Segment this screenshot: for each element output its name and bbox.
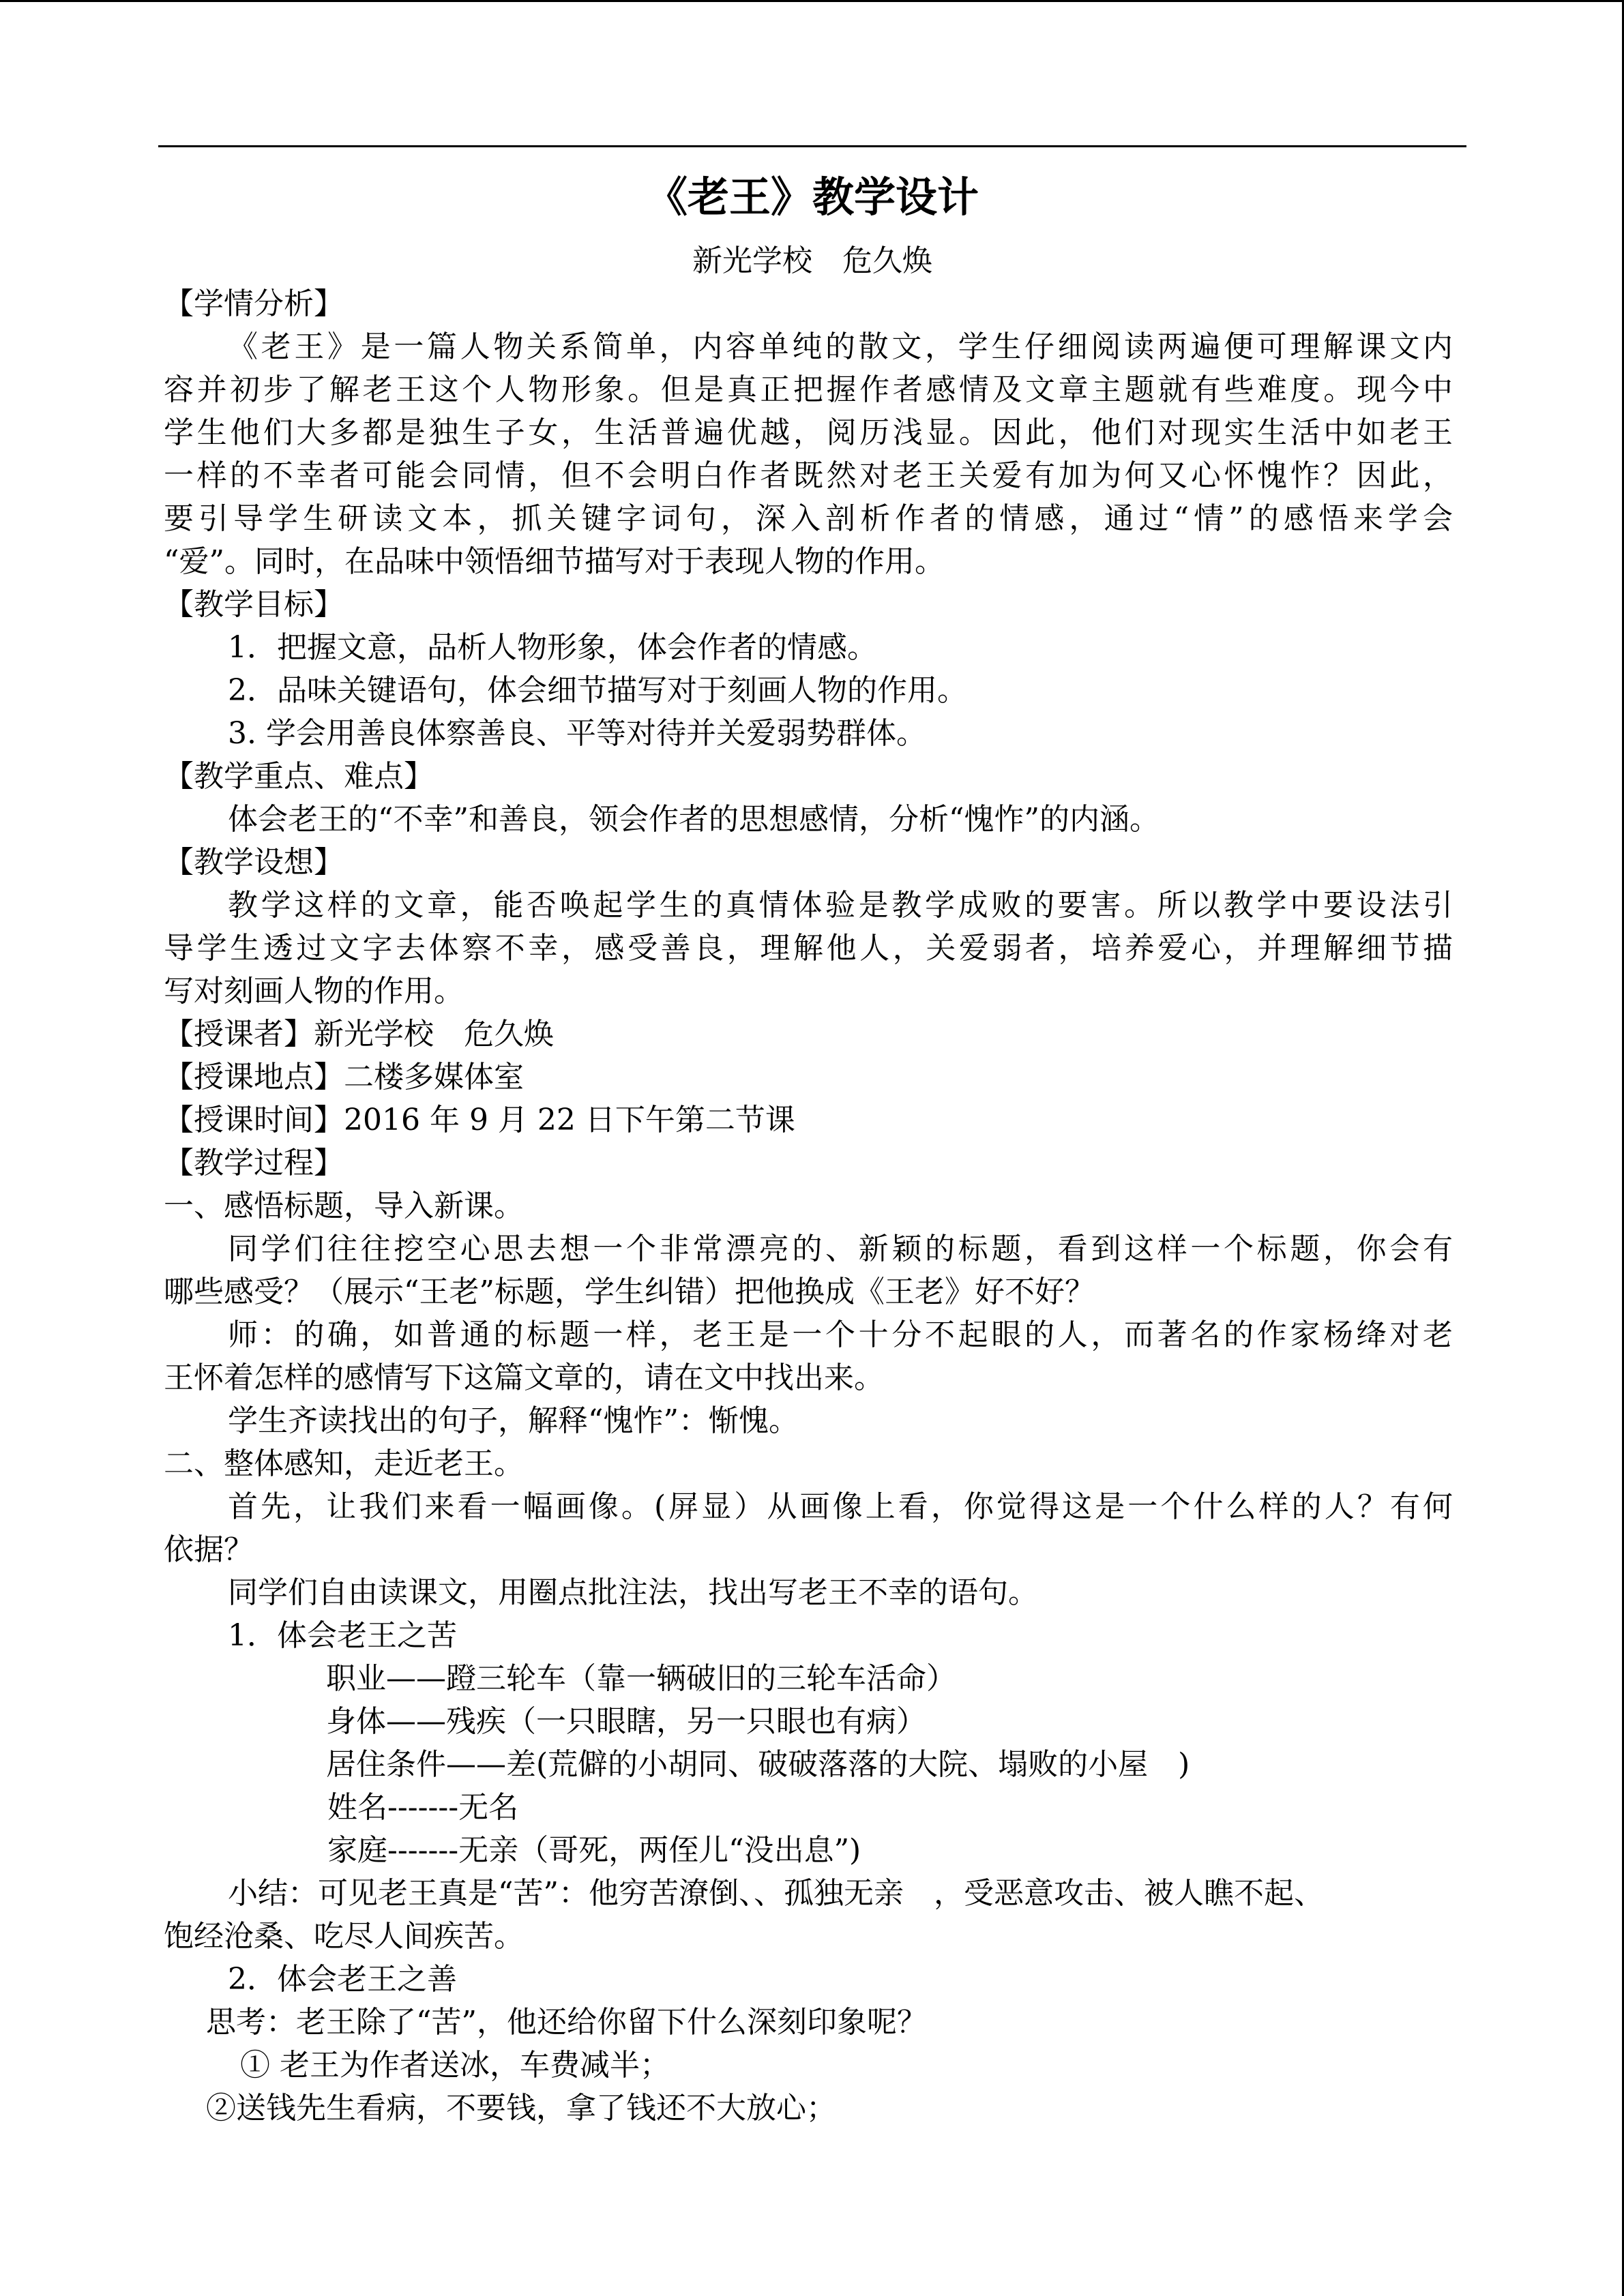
paragraph-line: 教学这样的文章，能否唤起学生的真情体验是教学成败的要害。所以教学中要设法引 — [228, 888, 1453, 923]
list-item: 3. 学会用善良体察善良、平等对待并关爱弱势群体。 — [228, 716, 926, 751]
step-heading: 二、整体感知，走近老王。 — [164, 1446, 524, 1481]
paragraph-line: 学生齐读找出的句子，解释“愧怍”：惭愧。 — [228, 1403, 799, 1438]
paragraph-line: 依据？ — [164, 1532, 254, 1567]
detail-item: 职业——蹬三轮车（靠一辆破旧的三轮车活命） — [326, 1661, 956, 1696]
paragraph-line: 哪些感受？（展示“王老”标题，学生纠错）把他换成《王老》好不好？ — [164, 1274, 1095, 1309]
paragraph-line: 体会老王的“不幸”和善良，领会作者的思想感情，分析“愧怍”的内涵。 — [228, 802, 1160, 837]
summary-line: 饱经沧桑、吃尽人间疾苦。 — [164, 1919, 524, 1954]
section-heading: 【学情分析】 — [164, 286, 344, 321]
document-title: 《老王》教学设计 — [645, 173, 979, 222]
sub-heading: 1．体会老王之苦 — [228, 1618, 457, 1653]
question-line: 思考：老王除了“苦”，他还给你留下什么深刻印象呢？ — [206, 2005, 927, 2040]
paragraph-line: 同学们自由读课文，用圈点批注法，找出写老王不幸的语句。 — [228, 1575, 1038, 1610]
detail-item: 家庭-------无亲（哥死，两侄儿“没出息”) — [327, 1833, 861, 1868]
numbered-point: ① 老王为作者送冰，车费减半； — [240, 2048, 670, 2083]
paragraph-line: 同学们往往挖空心思去想一个非常漂亮的、新颖的标题，看到这样一个标题，你会有 — [228, 1232, 1453, 1266]
paragraph-line: 容并初步了解老王这个人物形象。但是真正把握作者感情及文章主题就有些难度。现今中 — [164, 372, 1453, 407]
section-heading: 【教学设想】 — [164, 845, 344, 880]
detail-item: 姓名-------无名 — [327, 1790, 519, 1825]
info-line-time: 【授课时间】2016 年 9 月 22 日下午第二节课 — [164, 1103, 795, 1137]
paragraph-line: 要引导学生研读文本，抓关键字词句，深入剖析作者的情感，通过“情”的感悟来学会 — [164, 501, 1453, 536]
paragraph-line: 导学生透过文字去体察不幸，感受善良，理解他人，关爱弱者，培养爱心，并理解细节描 — [164, 931, 1453, 966]
page-top-border — [0, 0, 1624, 2]
list-item: 1．把握文意，品析人物形象，体会作者的情感。 — [228, 630, 877, 665]
paragraph-line: 王怀着怎样的感情写下这篇文章的，请在文中找出来。 — [164, 1360, 884, 1395]
paragraph-line: 《老王》是一篇人物关系简单，内容单纯的散文，学生仔细阅读两遍便可理解课文内 — [228, 329, 1453, 364]
paragraph-line: 学生他们大多都是独生子女，生活普遍优越，阅历浅显。因此，他们对现实生活中如老王 — [164, 415, 1453, 450]
paragraph-line: 首先，让我们来看一幅画像。(屏显）从画像上看，你觉得这是一个什么样的人？有何 — [228, 1489, 1453, 1524]
step-heading: 一、感悟标题，导入新课。 — [164, 1189, 524, 1223]
author-line: 新光学校 危久焕 — [692, 243, 932, 278]
detail-item: 居住条件——差(荒僻的小胡同、破破落落的大院、塌败的小屋 ) — [326, 1747, 1190, 1782]
section-heading: 【教学重点、难点】 — [164, 759, 434, 794]
paragraph-line: 师：的确，如普通的标题一样，老王是一个十分不起眼的人，而著名的作家杨绛对老 — [228, 1317, 1453, 1352]
document-body — [164, 282, 1453, 2130]
header-rule — [158, 145, 1466, 147]
numbered-point: ②送钱先生看病，不要钱，拿了钱还不大放心； — [206, 2091, 836, 2126]
paragraph-line: 写对刻画人物的作用。 — [164, 974, 464, 1009]
paragraph-line: “爱”。同时，在品味中领悟细节描写对于表现人物的作用。 — [164, 544, 945, 579]
section-heading: 【教学过程】 — [164, 1146, 344, 1180]
sub-heading: 2．体会老王之善 — [228, 1962, 457, 1997]
info-line-location: 【授课地点】二楼多媒体室 — [164, 1060, 524, 1094]
detail-item: 身体——残疾（一只眼瞎，另一只眼也有病） — [326, 1704, 926, 1739]
paragraph-line: 一样的不幸者可能会同情，但不会明白作者既然对老王关爱有加为何又心怀愧怍？因此， — [164, 458, 1453, 493]
summary-line: 小结：可见老王真是“苦”：他穷苦潦倒、、孤独无亲 ，受恶意攻击、被人瞧不起、 — [228, 1876, 1324, 1911]
section-heading: 【教学目标】 — [164, 587, 344, 622]
list-item: 2．品味关键语句，体会细节描写对于刻画人物的作用。 — [228, 673, 967, 708]
info-line-lecturer: 【授课者】新光学校 危久焕 — [164, 1017, 554, 1052]
